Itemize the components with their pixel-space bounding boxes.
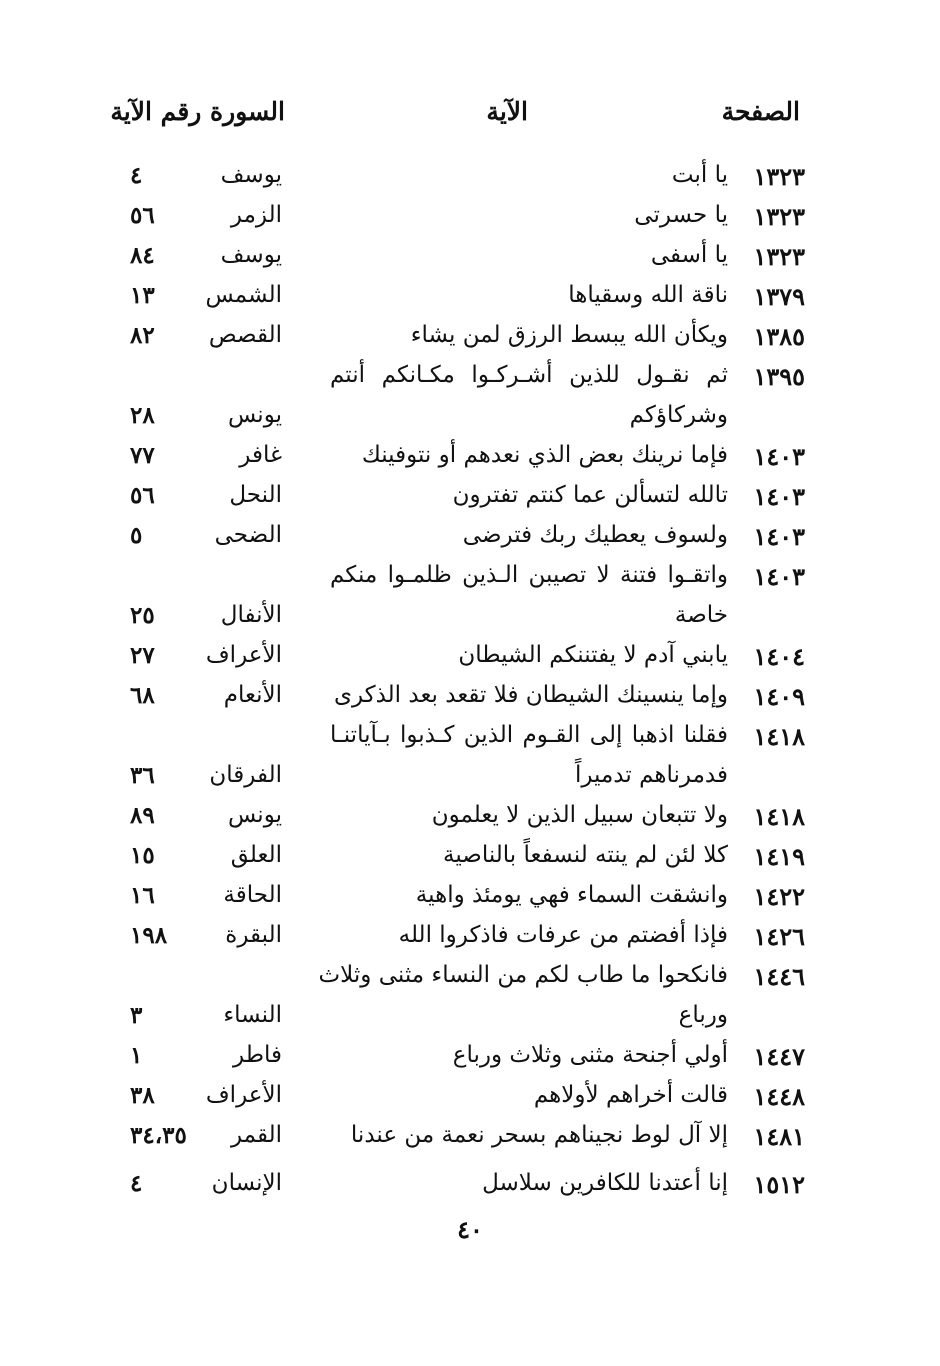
- ayah-text: يا أسفى: [650, 242, 728, 268]
- sura-name: البقرة: [225, 922, 282, 948]
- ayah-text: إلا آل لوط نجيناهم بسحر نعمة من عندنا: [350, 1122, 728, 1148]
- ayah-text: يا حسرتى: [634, 202, 728, 228]
- sura-name: يوسف: [220, 242, 282, 268]
- table-row: [0, 1042, 940, 1082]
- header-sura-number: السورة رقم الآية: [110, 97, 285, 126]
- ayah-number: ١٦: [130, 882, 155, 909]
- sura-name: الأعراف: [205, 1082, 282, 1108]
- ayah-text: فانكحوا ما طاب لكم من النساء مثنى وثلاث: [318, 962, 728, 988]
- ayah-text: قالت أخراهم لأولاهم: [533, 1082, 728, 1108]
- ayah-text-continued: خاصة: [674, 602, 728, 628]
- table-row: [0, 442, 940, 482]
- sura-name: الإنسان: [211, 1170, 282, 1196]
- ayah-text-continued: فدمرناهم تدميراً: [574, 762, 728, 788]
- page-ref: ١٤٢٦: [753, 922, 805, 951]
- page-ref: ١٥١٢: [753, 1170, 805, 1199]
- ayah-number: ٧٧: [130, 442, 155, 469]
- sura-name: الأنعام: [223, 682, 282, 708]
- ayah-number: ٨٩: [130, 802, 155, 829]
- ayah-text: وإما ينسينك الشيطان فلا تقعد بعد الذكرى: [333, 682, 728, 708]
- page-ref: ١٤٠٤: [753, 642, 805, 671]
- table-row: [0, 322, 940, 362]
- table-row: [0, 362, 940, 429]
- ayah-number: ٦٨: [130, 682, 155, 709]
- ayah-text: ولا تتبعان سبيل الذين لا يعلمون: [431, 802, 728, 828]
- sura-name: الشمس: [205, 282, 282, 308]
- table-row: [0, 562, 940, 629]
- sura-name: يوسف: [220, 162, 282, 188]
- ayah-number: ٨٤: [130, 242, 155, 269]
- table-row: [0, 802, 940, 842]
- table-row: [0, 202, 940, 242]
- ayah-number: ٤: [130, 1170, 143, 1197]
- page-ref: ١٣٢٣: [753, 162, 805, 191]
- ayah-text: فقلنا اذهبا إلى القـوم الذين كـذبوا بـآياتنـا: [330, 722, 728, 748]
- sura-name: الحاقة: [223, 882, 282, 908]
- ayah-number: ٨٢: [130, 322, 155, 349]
- sura-name: غافر: [239, 442, 282, 468]
- ayah-text: إنا أعتدنا للكافرين سلاسل: [482, 1170, 728, 1196]
- sura-name: الأنفال: [220, 602, 282, 628]
- table-row: [0, 722, 940, 789]
- sura-name: النحل: [229, 482, 282, 508]
- table-row: [0, 482, 940, 522]
- ayah-number: ١٣: [130, 282, 155, 309]
- page-ref: ١٤٢٢: [753, 882, 805, 911]
- sura-name: القصص: [208, 322, 282, 348]
- ayah-number: ٢٧: [130, 642, 155, 669]
- page-ref: ١٤١٨: [753, 722, 805, 751]
- page-ref: ١٣٢٣: [753, 202, 805, 231]
- page-ref: ١٤٤٧: [753, 1042, 805, 1071]
- ayah-text: ويكأن الله يبسط الرزق لمن يشاء: [410, 322, 728, 348]
- page-ref: ١٤١٩: [753, 842, 805, 871]
- sura-name: يونس: [227, 402, 282, 428]
- sura-name: الزمر: [230, 202, 282, 228]
- table-row: [0, 162, 940, 202]
- ayah-number: ١٩٨: [130, 922, 168, 949]
- ayah-number: ٥٦: [130, 202, 155, 229]
- ayah-number: ٥٦: [130, 482, 155, 509]
- header-page: الصفحة: [721, 97, 800, 126]
- table-row: [0, 962, 940, 1029]
- ayah-number: ١: [130, 1042, 143, 1069]
- ayah-number: ٢٥: [130, 602, 155, 629]
- ayah-number: ٤: [130, 162, 143, 189]
- table-row: [0, 522, 940, 562]
- ayah-text: فإما نرينك بعض الذي نعدهم أو نتوفينك: [361, 442, 728, 468]
- page-ref: ١٣٧٩: [753, 282, 805, 311]
- table-row: [0, 842, 940, 882]
- header-ayah: الآية: [486, 97, 528, 126]
- ayah-text: تالله لتسألن عما كنتم تفترون: [452, 482, 728, 508]
- page-ref: ١٤٠٣: [753, 562, 805, 591]
- page-ref: ١٣٢٣: [753, 242, 805, 271]
- page-ref: ١٤٤٦: [753, 962, 805, 991]
- table-row: [0, 922, 940, 962]
- ayah-text: يا أبت: [671, 162, 728, 188]
- page-ref: ١٤٠٣: [753, 442, 805, 471]
- ayah-text: ناقة الله وسقياها: [568, 282, 728, 308]
- ayah-text-continued: وشركاؤكم: [629, 402, 728, 428]
- table-row: [0, 242, 940, 282]
- ayah-number: ٣: [130, 1002, 143, 1029]
- ayah-number: ٣٦: [130, 762, 155, 789]
- page-ref: ١٤٨١: [753, 1122, 805, 1151]
- sura-name: القمر: [230, 1122, 282, 1148]
- table-row: [0, 1082, 940, 1122]
- sura-name: الأعراف: [205, 642, 282, 668]
- ayah-number: ٣٨: [130, 1082, 155, 1109]
- table-row: [0, 682, 940, 722]
- ayah-text: وانشقت السماء فهي يومئذ واهية: [415, 882, 728, 908]
- sura-name: يونس: [227, 802, 282, 828]
- table-row: [0, 282, 940, 322]
- ayah-text: يابني آدم لا يفتننكم الشيطان: [458, 642, 728, 668]
- page-ref: ١٣٨٥: [753, 322, 805, 351]
- ayah-text: ثم نقـول للذين أشـركـوا مكـانكم أنتم: [330, 362, 728, 388]
- ayah-number: ٢٨: [130, 402, 155, 429]
- page-ref: ١٤٤٨: [753, 1082, 805, 1111]
- table-row: [0, 642, 940, 682]
- ayah-number: ٥: [130, 522, 143, 549]
- table-row: [0, 882, 940, 922]
- sura-name: العلق: [230, 842, 282, 868]
- sura-name: الفرقان: [209, 762, 282, 788]
- ayah-text: ولسوف يعطيك ربك فترضى: [462, 522, 728, 548]
- ayah-number: ٣٤،٣٥: [130, 1122, 187, 1149]
- page-ref: ١٤٠٩: [753, 682, 805, 711]
- page-ref: ١٤٠٣: [753, 522, 805, 551]
- page-number: ٤٠: [457, 1215, 483, 1244]
- ayah-text: فإذا أفضتم من عرفات فاذكروا الله: [398, 922, 728, 948]
- ayah-number: ١٥: [130, 842, 155, 869]
- sura-name: الضحى: [214, 522, 282, 548]
- page-ref: ١٣٩٥: [753, 362, 805, 391]
- ayah-text: أولي أجنحة مثنى وثلاث ورباع: [452, 1042, 728, 1068]
- sura-name: النساء: [223, 1002, 282, 1028]
- ayah-text: كلا لئن لم ينته لنسفعاً بالناصية: [443, 842, 728, 868]
- ayah-text: واتقـوا فتنة لا تصيبن الـذين ظلمـوا منكم: [330, 562, 728, 588]
- page-ref: ١٤٠٣: [753, 482, 805, 511]
- sura-name: فاطر: [233, 1042, 282, 1068]
- page-ref: ١٤١٨: [753, 802, 805, 831]
- table-row: [0, 1170, 940, 1210]
- table-row: [0, 1122, 940, 1162]
- ayah-text-continued: ورباع: [678, 1002, 728, 1028]
